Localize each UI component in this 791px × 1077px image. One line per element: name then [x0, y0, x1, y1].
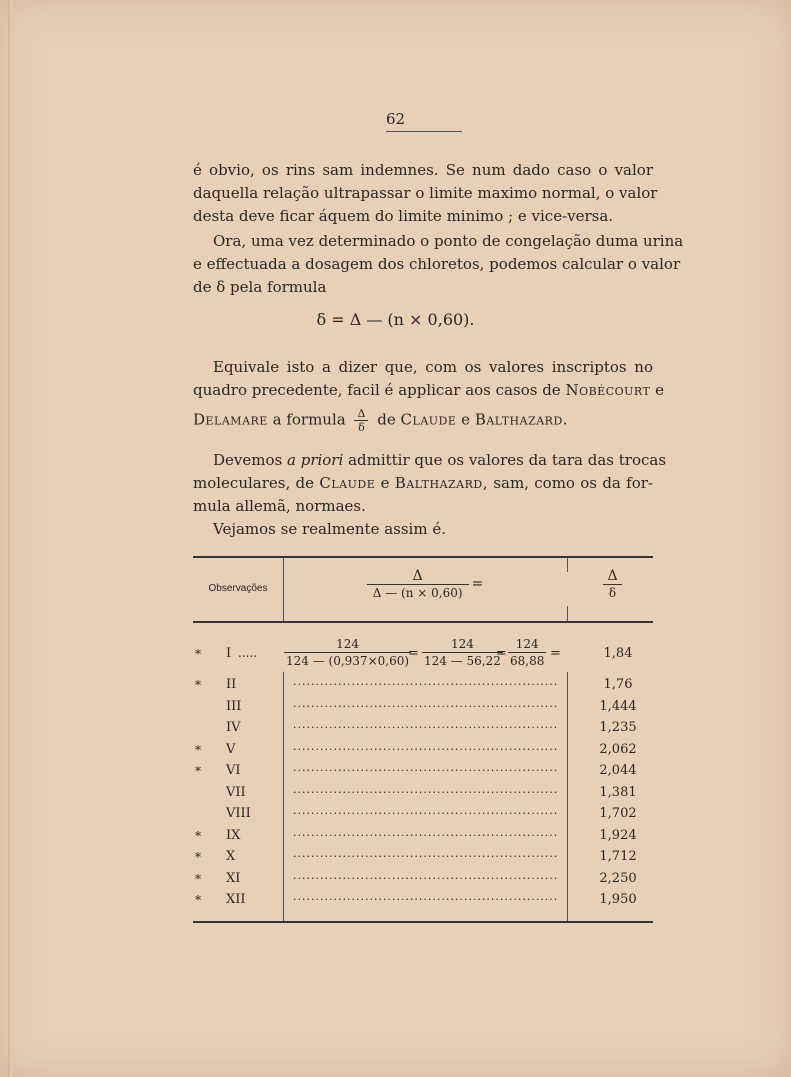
- observation-number: VIII: [226, 806, 251, 821]
- table-header-rule: [193, 621, 653, 623]
- inline-fraction: [354, 408, 368, 433]
- table-row: [193, 740, 653, 761]
- header-ratio: [580, 568, 645, 600]
- ratio-value: 1,712: [599, 849, 637, 864]
- text-line: [193, 449, 667, 472]
- calc-fraction: [508, 636, 546, 669]
- observation-number: II: [226, 677, 237, 692]
- text-fragment: moleculares, de: [193, 474, 315, 492]
- dot-leader: ...........................................................: [293, 761, 559, 774]
- text-line: e effectuada a dosagem dos chloretos, podemos calcular o valor: [193, 255, 681, 273]
- author-name: Claude: [319, 474, 376, 492]
- calc-fraction: [422, 636, 503, 669]
- observation-number: X: [226, 849, 236, 864]
- calc-numerator: 124: [336, 637, 359, 651]
- dot-leader: ...........................................................: [293, 825, 559, 839]
- table-row: [193, 718, 653, 739]
- ratio-value: 1,950: [599, 892, 637, 907]
- text-line: [193, 408, 653, 433]
- observation-number: I: [226, 646, 232, 661]
- text-fragment: sam, como os da for-: [493, 474, 653, 492]
- text-line: é obvio, os rins sam indemnes. Se num dado caso o valor: [193, 161, 653, 179]
- dot-leader: ...........................................................: [293, 782, 559, 796]
- asterisk-mark: *: [195, 678, 201, 692]
- text-fragment: e: [655, 381, 665, 399]
- italic-text: a priori: [287, 451, 344, 469]
- calc-equals: =: [496, 646, 507, 661]
- asterisk-mark: *: [195, 850, 201, 864]
- calc-denominator: 124 — (0,937×0,60): [286, 654, 410, 668]
- ratio-value: 1,84: [603, 646, 633, 661]
- calc-denominator: 68,88: [510, 654, 545, 668]
- header-formula-denominator: Δ — (n × 0,60): [367, 584, 469, 600]
- table-top-rule: [193, 556, 653, 558]
- text-line: [193, 472, 653, 495]
- author-name: Delamare: [193, 410, 268, 429]
- header-observacoes: Observações: [208, 583, 268, 594]
- text-line: de δ pela formula: [193, 278, 327, 296]
- table-bottom-rule: [193, 921, 653, 923]
- asterisk-mark: *: [195, 647, 201, 661]
- asterisk-mark: *: [195, 893, 201, 907]
- fraction-numerator: Δ: [357, 407, 366, 420]
- ratio-value: 1,381: [599, 784, 637, 800]
- asterisk-mark: *: [195, 764, 201, 778]
- text-fragment: e: [461, 410, 471, 429]
- calc-numerator: 124: [450, 637, 474, 651]
- page-number: 62: [385, 110, 406, 128]
- calc-fraction: [284, 636, 411, 669]
- dot-leader: ...........................................................: [293, 890, 559, 903]
- header-formula: [290, 568, 560, 600]
- table-row: [193, 783, 653, 804]
- ratio-value: 1,702: [599, 806, 637, 821]
- asterisk-mark: *: [195, 828, 201, 843]
- calculation: [284, 636, 564, 670]
- header-equals: =: [471, 576, 484, 592]
- observation-number: III: [226, 698, 242, 714]
- ratio-value: 2,044: [599, 763, 637, 778]
- text-fragment: de: [377, 410, 396, 429]
- text-line: desta deve ficar áquem do limite minimo ; e vice-versa.: [193, 207, 614, 225]
- asterisk-mark: *: [195, 871, 201, 886]
- dot-leader: ...........................................................: [293, 804, 559, 817]
- observation-number: IV: [226, 720, 241, 735]
- ratio-value: 1,235: [599, 720, 637, 735]
- ratio-value: 1,444: [599, 698, 637, 714]
- table-row: [193, 804, 653, 825]
- text-fragment: a formula: [272, 410, 346, 429]
- dot-leader: ...........................................................: [293, 739, 559, 753]
- header-formula-numerator: Δ: [412, 568, 423, 584]
- observation-number: VII: [226, 784, 246, 800]
- header-ratio-denominator: δ: [603, 584, 622, 600]
- text-fragment: Devemos: [213, 451, 283, 469]
- calc-denominator: 124 — 56,22: [424, 654, 501, 668]
- table-col-divider: [567, 558, 568, 572]
- text-fragment: e: [380, 474, 390, 492]
- ratio-value: 1,924: [599, 827, 637, 843]
- table-row: [193, 761, 653, 782]
- text-line: daquella relação ultrapassar o limite maximo normal, o valor: [193, 184, 658, 202]
- header-ratio-numerator: Δ: [607, 568, 618, 584]
- table-row: [193, 869, 653, 890]
- table-row: [193, 847, 653, 868]
- author-name: Nobécourt: [565, 381, 651, 399]
- dot-leader: ...........................................................: [293, 675, 559, 688]
- fraction-denominator: δ: [358, 421, 365, 434]
- calc-equals: =: [408, 646, 419, 661]
- page-edge: [8, 0, 12, 1077]
- table-col-divider: [567, 606, 568, 621]
- text-fragment: admittir que os valores da tara das trocas: [348, 451, 667, 469]
- paragraph-5: [193, 518, 653, 541]
- dot-leader: ...........................................................: [293, 696, 559, 710]
- page-number-rule: [386, 131, 462, 132]
- paragraph-4: [193, 449, 667, 518]
- calc-numerator: 124: [515, 637, 539, 651]
- paragraph-1: [193, 159, 658, 228]
- text-line: Ora, uma vez determinado o ponto de congelação duma urina: [213, 232, 684, 250]
- observation-number: V: [226, 741, 236, 757]
- calc-equals: =: [550, 646, 561, 661]
- table-row: [193, 675, 653, 696]
- text-fragment: quadro precedente, facil é applicar aos casos de: [193, 381, 561, 399]
- asterisk-mark: *: [195, 742, 201, 757]
- text-line: Equivale isto a dizer que, com os valores inscriptos no: [213, 358, 653, 376]
- author-name: Claude: [400, 410, 457, 429]
- dot-leader: ...........................................................: [293, 718, 559, 731]
- ratio-value: 2,062: [599, 741, 637, 757]
- author-name: Balthazard,: [394, 474, 488, 492]
- author-name: Balthazard.: [474, 410, 569, 429]
- paragraph-2: [193, 230, 684, 299]
- text-line: [193, 379, 665, 402]
- table-row: [193, 697, 653, 718]
- observation-number: XI: [226, 870, 241, 886]
- table-row: [193, 826, 653, 847]
- formula-delta: δ = Δ — (n × 0,60).: [316, 310, 475, 329]
- dot-leader: .....: [238, 646, 258, 660]
- ratio-value: 1,76: [603, 677, 633, 692]
- ratio-value: 2,250: [599, 870, 637, 886]
- table-col-divider: [283, 558, 284, 621]
- dot-leader: ...........................................................: [293, 847, 559, 860]
- observation-number: IX: [226, 827, 241, 843]
- text-line: Vejamos se realmente assim é.: [213, 520, 446, 538]
- observation-number: VI: [226, 763, 241, 778]
- table-row: [193, 890, 653, 911]
- paragraph-3: [193, 356, 665, 434]
- dot-leader: ...........................................................: [293, 868, 559, 882]
- text-line: mula allemã, normaes.: [193, 497, 366, 515]
- observation-number: XII: [226, 892, 246, 907]
